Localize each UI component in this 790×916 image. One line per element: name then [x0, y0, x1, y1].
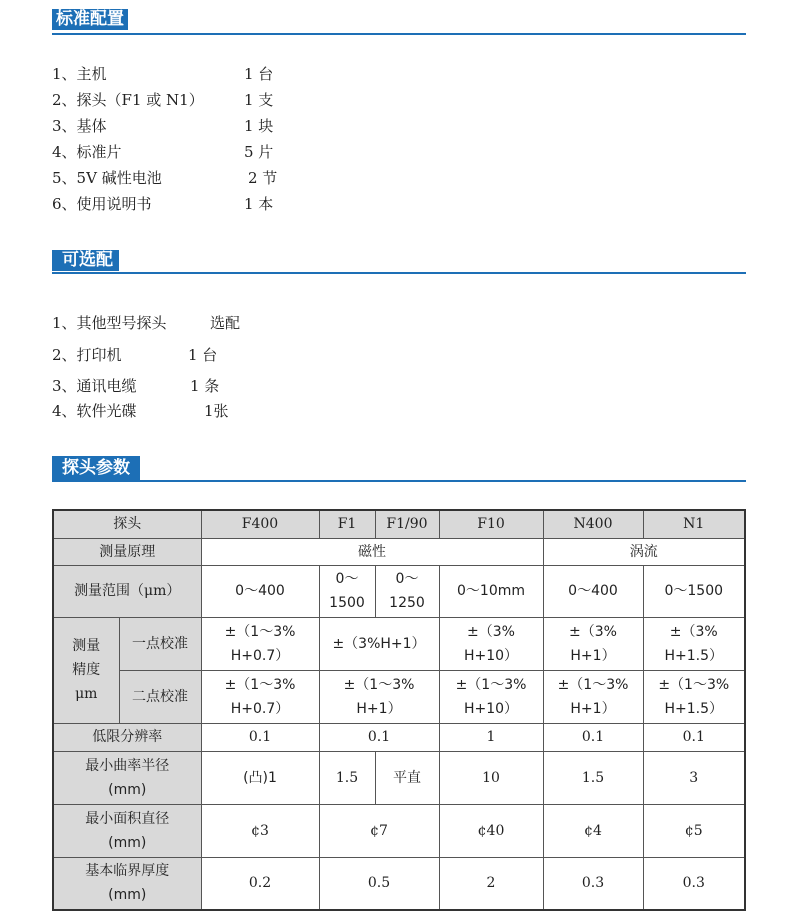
- section-title-probe: 探头参数: [52, 456, 140, 480]
- row-label-curvature: 最小曲率半径 (mm): [53, 751, 201, 804]
- section-title-optional: 可选配: [52, 250, 119, 271]
- range-f1: 0～ 1500: [319, 565, 375, 617]
- two-point-f1: ±（1～3% H+1）: [319, 670, 439, 723]
- curvature-f1: 1.5: [319, 751, 375, 804]
- thickness-f400: 0.2: [201, 857, 319, 910]
- curvature-f10: 10: [439, 751, 543, 804]
- row-label-resolution: 低限分辨率: [53, 723, 201, 751]
- thickness-f10: 2: [439, 857, 543, 910]
- header-n1: N1: [643, 510, 745, 538]
- one-point-n1: ±（3% H+1.5）: [643, 617, 745, 670]
- two-point-n400: ±（1～3% H+1）: [543, 670, 643, 723]
- list-item: 1、其他型号探头 选配: [52, 314, 241, 332]
- resolution-f10: 1: [439, 723, 543, 751]
- resolution-n1: 0.1: [643, 723, 745, 751]
- resolution-f400: 0.1: [201, 723, 319, 751]
- range-f10: 0～10mm: [439, 565, 543, 617]
- header-probe: 探头: [53, 510, 201, 538]
- table-row: [53, 723, 745, 751]
- row-label-principle: 测量原理: [53, 538, 201, 565]
- two-point-n1: ±（1～3% H+1.5）: [643, 670, 745, 723]
- header-f10: F10: [439, 510, 543, 538]
- row-label-two-point: 二点校准: [119, 670, 201, 723]
- row-label-one-point: 一点校准: [119, 617, 201, 670]
- one-point-f10: ±（3% H+10）: [439, 617, 543, 670]
- table-header-row: [53, 510, 745, 538]
- table-row: [53, 857, 745, 910]
- curvature-f190: 平直: [375, 751, 439, 804]
- list-item: 3、基体 1 块: [52, 117, 274, 135]
- header-f400: F400: [201, 510, 319, 538]
- resolution-n400: 0.1: [543, 723, 643, 751]
- row-label-accuracy: 测量 精度 μm: [53, 617, 119, 723]
- list-item: 1、主机 1 台: [52, 65, 274, 83]
- list-item: 4、软件光碟 1张: [52, 402, 229, 420]
- area-f400: ¢3: [201, 804, 319, 857]
- resolution-f1: 0.1: [319, 723, 439, 751]
- area-n1: ¢5: [643, 804, 745, 857]
- principle-magnetic: 磁性: [201, 538, 543, 565]
- list-item: 5、5V 碱性电池 2 节: [52, 169, 278, 187]
- area-f10: ¢40: [439, 804, 543, 857]
- curvature-f400: (凸)1: [201, 751, 319, 804]
- table-row: [53, 565, 745, 617]
- row-label-area: 最小面积直径 (mm): [53, 804, 201, 857]
- range-f400: 0～400: [201, 565, 319, 617]
- range-f190: 0～ 1250: [375, 565, 439, 617]
- list-item: 3、通讯电缆 1 条: [52, 377, 220, 395]
- curvature-n400: 1.5: [543, 751, 643, 804]
- section-title-standard: 标准配置: [52, 9, 128, 30]
- table-row: [53, 617, 745, 670]
- header-f1: F1: [319, 510, 375, 538]
- header-n400: N400: [543, 510, 643, 538]
- list-item: 6、使用说明书 1 本: [52, 195, 274, 213]
- row-label-thickness: 基本临界厚度 (mm): [53, 857, 201, 910]
- section-divider: [52, 33, 746, 35]
- table-row: [53, 670, 745, 723]
- table-row: [53, 751, 745, 804]
- probe-parameter-table: [52, 509, 746, 911]
- section-divider: [52, 272, 746, 274]
- thickness-f1: 0.5: [319, 857, 439, 910]
- header-f190: F1/90: [375, 510, 439, 538]
- list-item: 4、标准片 5 片: [52, 143, 274, 161]
- one-point-n400: ±（3% H+1）: [543, 617, 643, 670]
- area-f1: ¢7: [319, 804, 439, 857]
- section-divider: [52, 480, 746, 482]
- two-point-f400: ±（1～3% H+0.7）: [201, 670, 319, 723]
- curvature-n1: 3: [643, 751, 745, 804]
- table-row: [53, 538, 745, 565]
- list-item: 2、打印机 1 台: [52, 346, 218, 364]
- range-n400: 0～400: [543, 565, 643, 617]
- range-n1: 0～1500: [643, 565, 745, 617]
- two-point-f10: ±（1～3% H+10）: [439, 670, 543, 723]
- one-point-f1: ±（3%H+1）: [319, 617, 439, 670]
- area-n400: ¢4: [543, 804, 643, 857]
- principle-eddy: 涡流: [543, 538, 745, 565]
- table-row: [53, 804, 745, 857]
- thickness-n1: 0.3: [643, 857, 745, 910]
- one-point-f400: ±（1～3% H+0.7）: [201, 617, 319, 670]
- list-item: 2、探头（F1 或 N1） 1 支: [52, 91, 274, 109]
- thickness-n400: 0.3: [543, 857, 643, 910]
- row-label-range: 测量范围（μm）: [53, 565, 201, 617]
